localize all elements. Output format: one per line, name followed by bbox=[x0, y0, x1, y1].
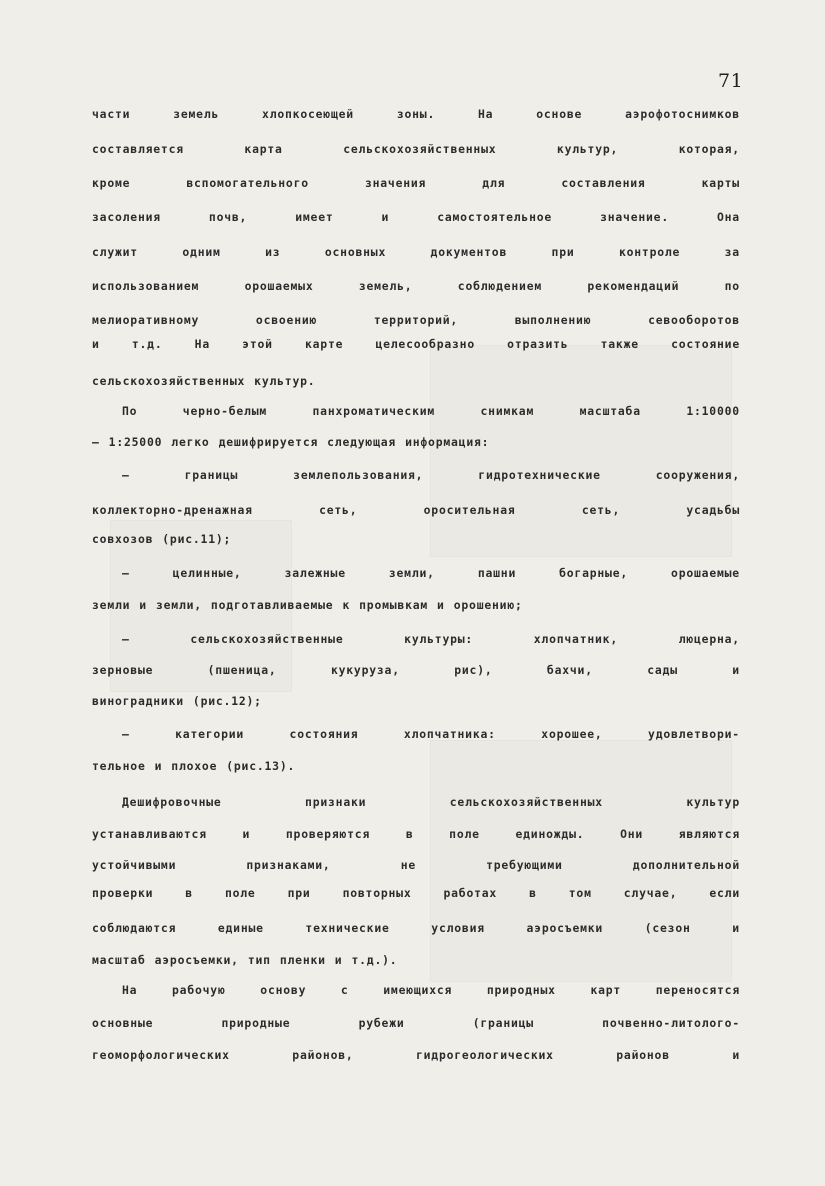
text-line: использованием орошаемых земель, соблюдением рекомендаций по bbox=[92, 279, 740, 293]
text-line: устанавливаются и проверяются в поле единожды. Они являются bbox=[92, 827, 740, 841]
text-line: На рабочую основу с имеющихся природных карт переносятся bbox=[122, 983, 740, 997]
text-line: – границы землепользования, гидротехнические сооружения, bbox=[122, 468, 740, 482]
text-line: совхозов (рис.11); bbox=[92, 532, 232, 546]
text-line: засоления почв, имеет и самостоятельное значение. Она bbox=[92, 210, 740, 224]
page-number: 71 bbox=[718, 70, 744, 92]
text-line: геоморфологических районов, гидрогеологических районов и bbox=[92, 1048, 740, 1062]
text-line: – сельскохозяйственные культуры: хлопчатник, люцерна, bbox=[122, 632, 740, 646]
text-line: масштаб аэросъемки, тип пленки и т.д.). bbox=[92, 953, 398, 967]
text-line: виноградники (рис.12); bbox=[92, 694, 262, 708]
text-line: сельскохозяйственных культур. bbox=[92, 374, 316, 388]
text-line: коллекторно-дренажная сеть, оросительная сеть, усадьбы bbox=[92, 503, 740, 517]
text-line: основные природные рубежи (границы почвенно-литолого- bbox=[92, 1016, 740, 1030]
text-line: составляется карта сельскохозяйственных культур, которая, bbox=[92, 142, 740, 156]
text-line: – целинные, залежные земли, пашни богарные, орошаемые bbox=[122, 566, 740, 580]
text-line: тельное и плохое (рис.13). bbox=[92, 759, 296, 773]
text-line: По черно-белым панхроматическим снимкам масштаба 1:10000 bbox=[122, 404, 740, 418]
text-line: земли и земли, подготавливаемые к промывкам и орошению; bbox=[92, 598, 523, 612]
text-line: и т.д. На этой карте целесообразно отразить также состояние bbox=[92, 337, 740, 351]
text-line: устойчивыми признаками, не требующими дополнительной bbox=[92, 858, 740, 872]
text-line: соблюдаются единые технические условия аэросъемки (сезон и bbox=[92, 921, 740, 935]
text-line: служит одним из основных документов при контроле за bbox=[92, 245, 740, 259]
text-line: – категории состояния хлопчатника: хорошее, удовлетвори- bbox=[122, 727, 740, 741]
text-line: части земель хлопкосеющей зоны. На основе аэрофотоснимков bbox=[92, 107, 740, 121]
text-line: проверки в поле при повторных работах в том случае, если bbox=[92, 886, 740, 900]
text-line: мелиоративному освоению территорий, выполнению севооборотов bbox=[92, 313, 740, 327]
text-line: кроме вспомогательного значения для составления карты bbox=[92, 176, 740, 190]
text-line: – 1:25000 легко дешифрируется следующая информация: bbox=[92, 435, 490, 449]
text-line: Дешифровочные признаки сельскохозяйственных культур bbox=[122, 795, 740, 809]
text-line: зерновые (пшеница, кукуруза, рис), бахчи, сады и bbox=[92, 663, 740, 677]
